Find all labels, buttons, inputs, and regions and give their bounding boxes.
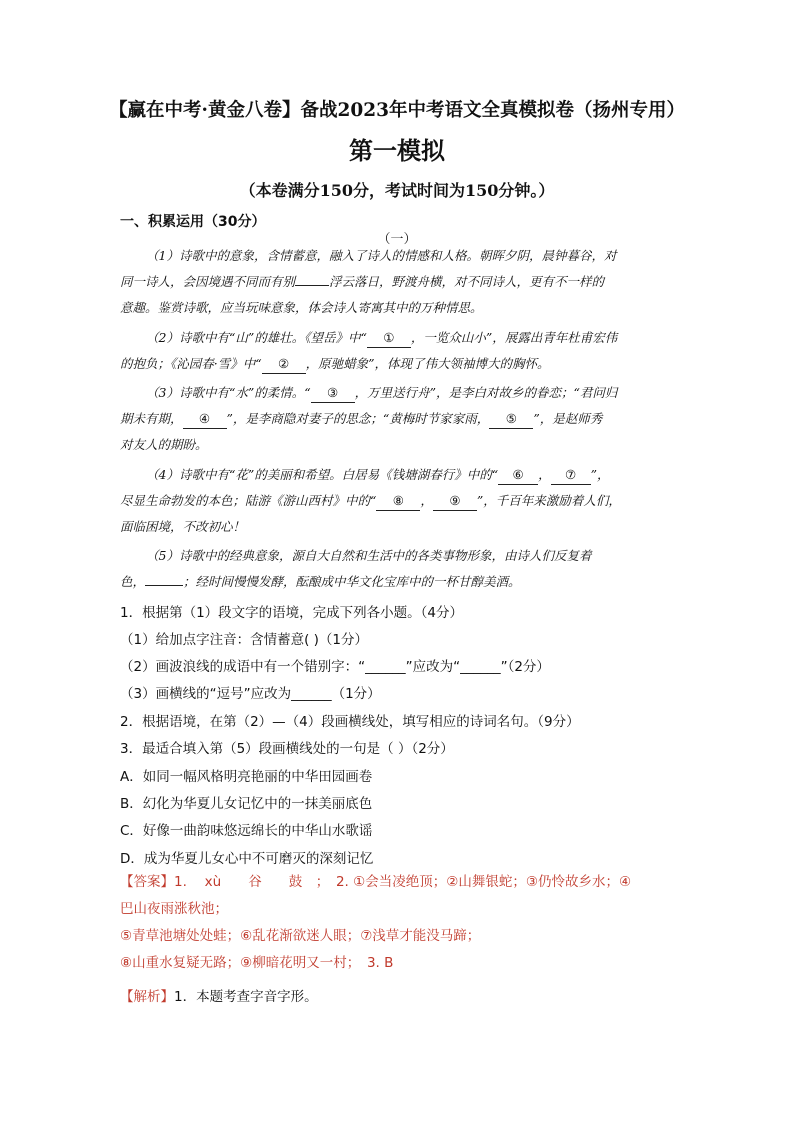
option-d: D．成为华夏儿女心中不可磨灭的深刻记忆 [120,851,374,867]
option-a: A．如同一幅风格明亮艳丽的中华田园画卷 [120,769,373,785]
blank-7: ⑦ [551,466,591,485]
blank-5: ⑤ [489,410,533,429]
paragraph-3: （3）诗歌中有“水”的柔情。“ ③ ，万里送行舟”，是李白对故乡的眷恋；“君问归 期未有期， ④ ”，是李商隐对妻子的思念；“黄梅时节家家雨， ⑤ ”，是赵师秀 对友人的期盼。 [120,385,618,452]
question-1-2: （2）画波浪线的成语中有一个错别字：“______”应改为“______”（2分） [120,659,550,675]
blank-3: ③ [311,384,355,403]
comma-blank [295,285,329,286]
exam-subtitle: 第一模拟 [349,136,445,165]
blank-8: ⑧ [376,492,420,511]
blank-1: ① [367,329,411,348]
exam-title: 【赢在中考·黄金八卷】备战2023年中考语文全真模拟卷（扬州专用） [109,100,685,121]
blank-4: ④ [183,410,227,429]
analysis-block: 【解析】1．本题考查字音字形。 [120,989,318,1005]
blank-2: ② [262,355,306,374]
subsection-heading: （一） [377,232,417,247]
blank-5th [145,585,183,586]
paragraph-5: （5）诗歌中的经典意象，源自大自然和生活中的各类事物形象，由诗人们反复着 色， ；经时间慢慢发酵，酝酿成中华文化宝库中的一杯甘醇美酒。 [120,548,592,589]
answer-block: 【答案】1. xù 谷 鼓 ； 2. ①会当凌绝顶；②山舞银蛇；③仍怜故乡水；④ 巴山夜雨涨秋池； ⑤青草池塘处处蛙；⑥乱花渐欲迷人眼；⑦浅草才能没马蹄； ⑧山重水复疑无路；⑨柳暗花明又一村； 3. B [120,874,632,971]
option-c: C．好像一曲韵味悠远绵长的中华山水歌谣 [120,823,373,839]
question-1-3: （3）画横线的“逗号”应改为______（1分） [120,686,381,702]
question-2: 2．根据语境，在第（2）—（4）段画横线处，填写相应的诗词名句。（9分） [120,714,580,730]
blank-9: ⑨ [433,492,477,511]
question-1: 1．根据第（1）段文字的语境，完成下列各小题。（4分） [120,605,464,621]
section-heading: 一、积累运用（30分） [120,214,266,230]
question-1-1: （1）给加点字注音：含情蓄意( )（1分） [120,632,369,648]
blank-6: ⑥ [498,466,538,485]
question-3: 3．最适合填入第（5）段画横线处的一句是（ ）（2分） [120,741,454,757]
analysis-tag: 【解析】 [120,989,174,1005]
exam-note: （本卷满分150分，考试时间为150分钟。） [239,181,555,200]
option-b: B．幻化为华夏儿女记忆中的一抹美丽底色 [120,796,373,812]
paragraph-1: （1）诗歌中的意象，含情蓄意，融入了诗人的情感和人格。朝晖夕阴，晨钟暮谷，对 同一诗人，会因境遇不同而有别 浮云落日，野渡舟横，对不同诗人，更有不一样的 意趣。鉴赏诗歌，应当玩味意象，体会诗人寄寓其中的万种情思。 [120,248,617,315]
paragraph-2: （2）诗歌中有“山”的雄壮。《望岳》中“ ① ，一览众山小”，展露出青年杜甫宏伟 的抱负；《沁园春·雪》中“ ② ，原驰蜡象”，体现了伟大领袖博大的胸怀。 [120,325,676,377]
answer-tag: 【答案】 [120,874,174,890]
paragraph-4: （4）诗歌中有“花”的美丽和希望。白居易《钱塘湖春行》中的“ ⑥ ， ⑦ ”， 尽显生命勃发的本色；陆游《游山西村》中的“ ⑧ ， ⑨ ”，千百年来激励着人们， 面临困境，不改初心！ [120,467,621,534]
